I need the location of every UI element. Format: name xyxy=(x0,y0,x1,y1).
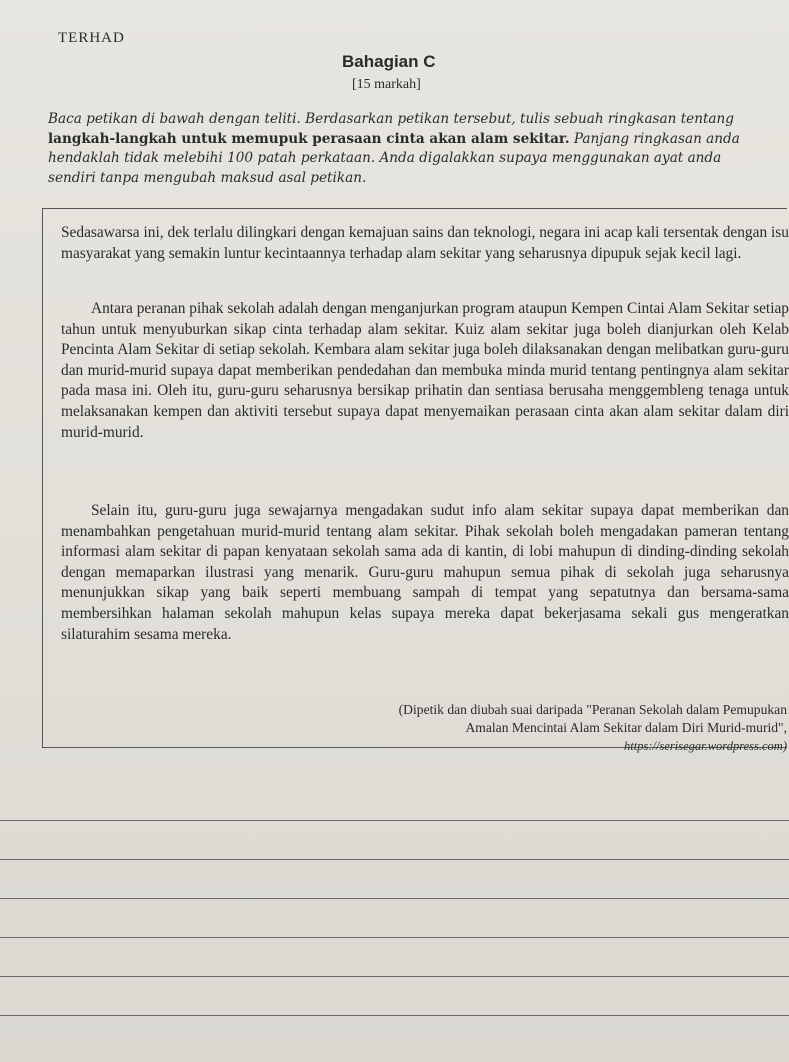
source-line-1: (Dipetik dan diubah suai daripada "Peranan Sekolah dalam Pemupukan xyxy=(398,702,787,717)
instruction-line-3: hendaklah tidak melebihi 100 patah perkataan. Anda digalakkan supaya menggunakan ayat anda xyxy=(48,150,722,166)
answer-writing-line[interactable] xyxy=(0,1015,789,1016)
source-line-2: Amalan Mencintai Alam Sekitar dalam Diri Murid-murid", xyxy=(465,720,787,735)
instruction-line-1: Baca petikan di bawah dengan teliti. Berdasarkan petikan tersebut, tulis sebuah ringkasan tentang xyxy=(48,111,734,127)
source-url: https://serisegar.wordpress.com) xyxy=(624,739,787,753)
answer-writing-line[interactable] xyxy=(0,898,789,899)
source-citation xyxy=(287,701,787,755)
passage-box xyxy=(42,208,789,753)
passage-paragraph: Sedasawarsa ini, dek terlalu dilingkari dengan kemajuan sains dan teknologi, negara ini acap kali tersentak dengan isu masyarakat yang semakin luntur kecintaannya terhadap alam sekitar yang seharusnya dipupuk sejak kecil lagi. xyxy=(61,224,789,262)
answer-writing-line[interactable] xyxy=(0,937,789,938)
answer-writing-line[interactable] xyxy=(0,976,789,977)
passage-paragraph: Selain itu, guru-guru juga sewajarnya mengadakan sudut info alam sekitar supaya dapat memberikan dan menambahkan pengetahuan murid-murid tentang alam sekitar. Pihak sekolah boleh mengadakan pameran tentang informasi alam sekitar di papan kenyataan sekolah sama ada di kantin, di lobi mahupun di dinding-dinding sekolah dengan memaparkan ilustrasi yang menarik. Guru-guru mahupun semua pihak di sekolah juga seharusnya menunjukkan sikap yang baik seperti membuang sampah di tempat yang sepatutnya dan bersama-sama membersihkan halaman sekolah mahupun kelas supaya mereka dapat bekerjasama sekali gus mengeratkan silaturahim sesama mereka. xyxy=(61,502,789,643)
instruction-task: langkah-langkah untuk memupuk perasaan cinta akan alam sekitar. xyxy=(48,130,570,147)
marks-label: [15 markah] xyxy=(352,77,421,92)
answer-writing-line[interactable] xyxy=(0,820,789,821)
instruction-line-2 xyxy=(48,130,768,150)
instruction-length: Panjang ringkasan anda xyxy=(569,130,740,147)
restricted-label: TERHAD xyxy=(58,30,125,46)
answer-writing-line[interactable] xyxy=(0,859,789,860)
instruction-line-4: sendiri tanpa mengubah maksud asal petikan. xyxy=(48,169,367,186)
passage-paragraph: Antara peranan pihak sekolah adalah dengan menganjurkan program ataupun Kempen Cintai Alam Sekitar setiap tahun untuk menyuburkan sikap cinta terhadap alam sekitar. Kuiz alam sekitar juga boleh dianjurkan oleh Kelab Pencinta Alam Sekitar di setiap sekolah. Kembara alam sekitar juga boleh dilaksanakan dengan melibatkan guru-guru dan murid-murid supaya dapat memberikan pendedahan dan membuka minda murid tentang pentingnya alam sekitar pada masa ini. Oleh itu, guru-guru seharusnya bersikap prihatin dan sentiasa berusaha menggembleng tenaga untuk melaksanakan kempen dan aktiviti tersebut supaya dapat menyemaikan perasaan cinta akan alam sekitar dalam diri murid-murid. xyxy=(61,300,789,441)
section-title: Bahagian C xyxy=(342,52,436,71)
instructions xyxy=(48,110,768,188)
